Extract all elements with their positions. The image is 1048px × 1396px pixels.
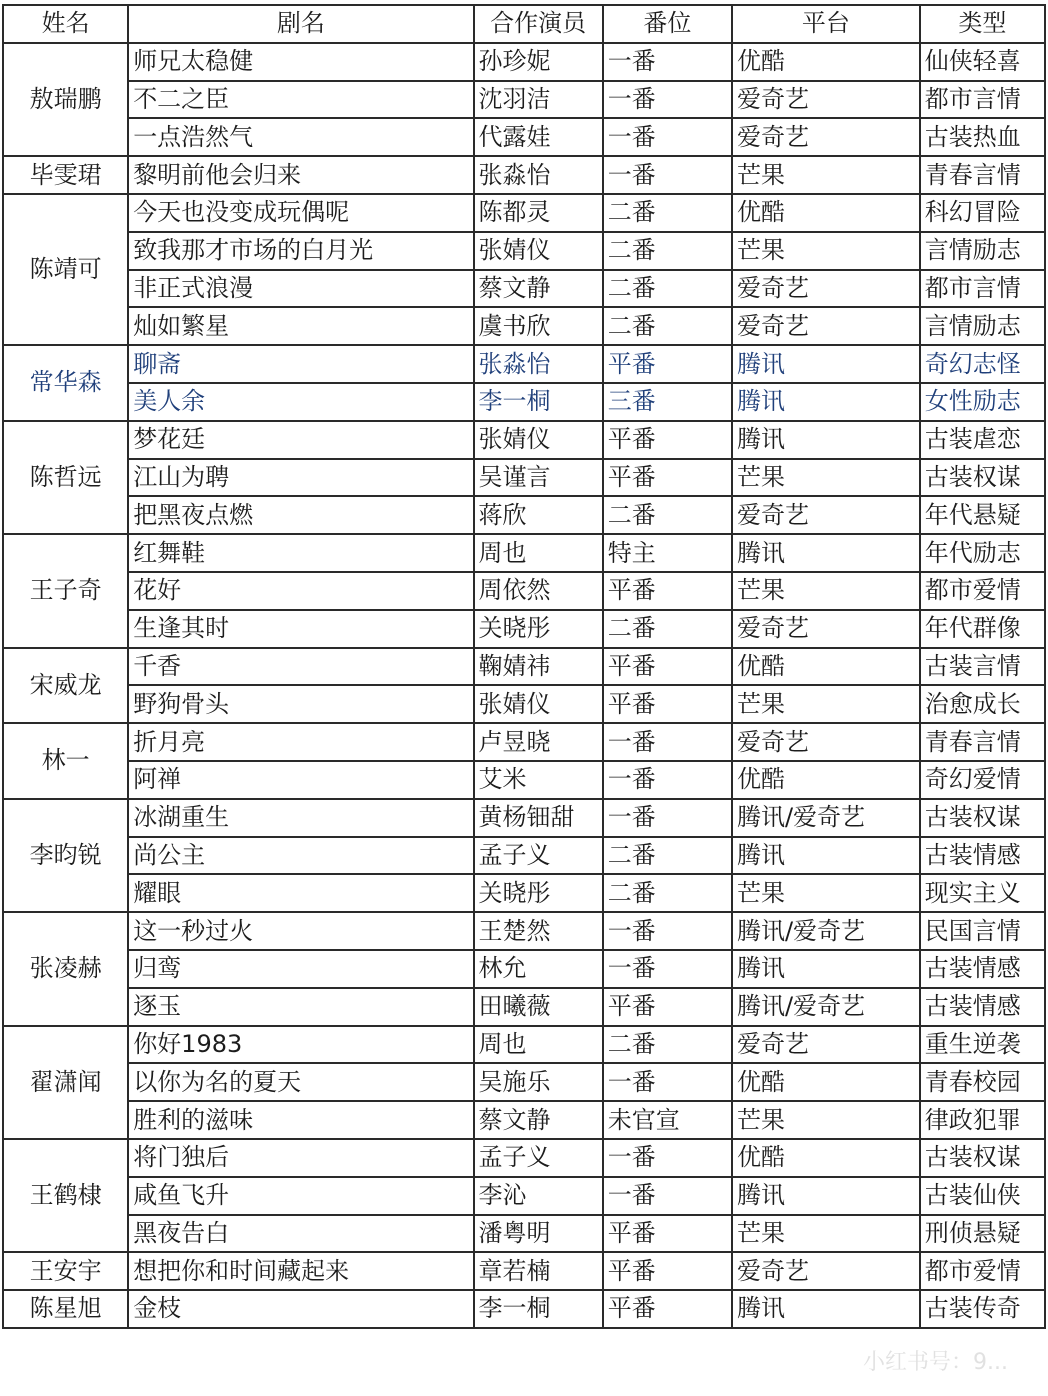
table-row [3,874,1045,912]
drama-cell: 致我那才市场的白月光 [128,232,473,270]
table-row [3,1290,1045,1328]
rank-cell: 一番 [603,950,732,988]
header-rank: 番位 [603,5,732,43]
genre-cell: 治愈成长 [920,685,1045,723]
rank-cell: 三番 [603,383,732,421]
drama-cell: 黎明前他会归来 [128,156,473,194]
drama-cell: 归鸾 [128,950,473,988]
table-row [3,43,1045,81]
drama-cell: 胜利的滋味 [128,1101,473,1139]
platform-cell: 腾讯 [732,950,920,988]
rank-cell: 平番 [603,685,732,723]
header-platform: 平台 [732,5,920,43]
rank-cell: 平番 [603,421,732,459]
actor-name-cell: 宋威龙 [3,648,128,724]
table-row [3,1101,1045,1139]
table-row [3,837,1045,875]
platform-cell: 优酷 [732,1139,920,1177]
table-row [3,156,1045,194]
table-row [3,345,1045,383]
rank-cell: 平番 [603,1290,732,1328]
drama-cell: 咸鱼飞升 [128,1177,473,1215]
actor-cell: 虞书欣 [474,307,603,345]
drama-cell: 不二之臣 [128,81,473,119]
genre-cell: 古装热血 [920,118,1045,156]
drama-cell: 师兄太稳健 [128,43,473,81]
table-row [3,1252,1045,1290]
watermark: 小红书号：9... [863,1350,1008,1375]
genre-cell: 古装情感 [920,837,1045,875]
drama-cell: 野狗骨头 [128,685,473,723]
actor-cell: 黄杨钿甜 [474,799,603,837]
rank-cell: 平番 [603,1215,732,1253]
genre-cell: 古装情感 [920,950,1045,988]
actor-cell: 代露娃 [474,118,603,156]
rank-cell: 平番 [603,345,732,383]
actor-cell: 林允 [474,950,603,988]
genre-cell: 青春言情 [920,723,1045,761]
actor-name-cell: 敖瑞鹏 [3,43,128,156]
table-row [3,799,1045,837]
platform-cell: 爱奇艺 [732,118,920,156]
actor-cell: 卢昱晓 [474,723,603,761]
actor-cell: 艾米 [474,761,603,799]
table-row [3,1026,1045,1064]
drama-cell: 黑夜告白 [128,1215,473,1253]
table-row [3,383,1045,421]
actor-cell: 鞠婧祎 [474,648,603,686]
header-name: 姓名 [3,5,128,43]
platform-cell: 芒果 [732,459,920,497]
drama-cell: 折月亮 [128,723,473,761]
rank-cell: 一番 [603,761,732,799]
genre-cell: 律政犯罪 [920,1101,1045,1139]
rank-cell: 二番 [603,837,732,875]
drama-cell: 金枝 [128,1290,473,1328]
actor-cell: 周依然 [474,572,603,610]
rank-cell: 一番 [603,723,732,761]
genre-cell: 科幻冒险 [920,194,1045,232]
platform-cell: 芒果 [732,232,920,270]
genre-cell: 言情励志 [920,232,1045,270]
genre-cell: 古装传奇 [920,1290,1045,1328]
genre-cell: 年代群像 [920,610,1045,648]
drama-cell: 尚公主 [128,837,473,875]
genre-cell: 现实主义 [920,874,1045,912]
drama-cell: 你好1983 [128,1026,473,1064]
table-row [3,610,1045,648]
actor-name-cell: 李昀锐 [3,799,128,912]
platform-cell: 优酷 [732,761,920,799]
table-row [3,648,1045,686]
table-row [3,421,1045,459]
drama-cell: 生逢其时 [128,610,473,648]
rank-cell: 平番 [603,572,732,610]
actor-name-cell: 张凌赫 [3,912,128,1025]
platform-cell: 优酷 [732,43,920,81]
drama-cell: 梦花廷 [128,421,473,459]
rank-cell: 二番 [603,610,732,648]
actor-cell: 张淼怡 [474,345,603,383]
rank-cell: 一番 [603,156,732,194]
header-drama: 剧名 [128,5,473,43]
platform-cell: 腾讯 [732,1177,920,1215]
table-row [3,496,1045,534]
header-genre: 类型 [920,5,1045,43]
actor-cell: 田曦薇 [474,988,603,1026]
actor-cell: 张婧仪 [474,232,603,270]
actor-name-cell: 陈哲远 [3,421,128,534]
actor-cell: 蔡文静 [474,270,603,308]
genre-cell: 青春校园 [920,1063,1045,1101]
rank-cell: 二番 [603,1026,732,1064]
table-row [3,1063,1045,1101]
actor-name-cell: 陈靖可 [3,194,128,345]
actor-name-cell: 王鹤棣 [3,1139,128,1252]
rank-cell: 平番 [603,459,732,497]
table-row [3,194,1045,232]
actor-name-cell: 陈星旭 [3,1290,128,1328]
platform-cell: 芒果 [732,156,920,194]
actor-cell: 张婧仪 [474,685,603,723]
drama-cell: 想把你和时间藏起来 [128,1252,473,1290]
actor-name-cell: 毕雯珺 [3,156,128,194]
genre-cell: 青春言情 [920,156,1045,194]
platform-cell: 优酷 [732,1063,920,1101]
platform-cell: 爱奇艺 [732,610,920,648]
genre-cell: 民国言情 [920,912,1045,950]
genre-cell: 奇幻志怪 [920,345,1045,383]
platform-cell: 爱奇艺 [732,1252,920,1290]
drama-cell: 以你为名的夏天 [128,1063,473,1101]
rank-cell: 一番 [603,799,732,837]
actor-cell: 李沁 [474,1177,603,1215]
drama-cell: 一点浩然气 [128,118,473,156]
genre-cell: 古装虐恋 [920,421,1045,459]
actor-cell: 吴施乐 [474,1063,603,1101]
drama-cell: 非正式浪漫 [128,270,473,308]
rank-cell: 一番 [603,81,732,119]
drama-cell: 这一秒过火 [128,912,473,950]
table-row [3,988,1045,1026]
actor-cell: 李一桐 [474,1290,603,1328]
platform-cell: 腾讯/爱奇艺 [732,912,920,950]
platform-cell: 腾讯/爱奇艺 [732,988,920,1026]
rank-cell: 二番 [603,874,732,912]
rank-cell: 二番 [603,194,732,232]
actor-cell: 潘粤明 [474,1215,603,1253]
table-row [3,761,1045,799]
rank-cell: 平番 [603,1252,732,1290]
actor-cell: 张淼怡 [474,156,603,194]
table-row [3,1177,1045,1215]
header-actor: 合作演员 [474,5,603,43]
genre-cell: 古装权谋 [920,1139,1045,1177]
table-row [3,118,1045,156]
genre-cell: 古装权谋 [920,799,1045,837]
rank-cell: 二番 [603,270,732,308]
rank-cell: 平番 [603,988,732,1026]
actor-cell: 蔡文静 [474,1101,603,1139]
rank-cell: 二番 [603,232,732,270]
drama-cell: 冰湖重生 [128,799,473,837]
table-row [3,1139,1045,1177]
actor-cell: 周也 [474,534,603,572]
actor-cell: 孙珍妮 [474,43,603,81]
rank-cell: 二番 [603,307,732,345]
table-row [3,572,1045,610]
rank-cell: 特主 [603,534,732,572]
table-row [3,270,1045,308]
table-row [3,950,1045,988]
platform-cell: 芒果 [732,685,920,723]
drama-cell: 江山为聘 [128,459,473,497]
genre-cell: 都市言情 [920,81,1045,119]
drama-cell: 逐玉 [128,988,473,1026]
drama-cell: 花好 [128,572,473,610]
actor-cell: 蒋欣 [474,496,603,534]
drama-cell: 将门独后 [128,1139,473,1177]
actor-cell: 孟子义 [474,1139,603,1177]
rank-cell: 一番 [603,1139,732,1177]
platform-cell: 优酷 [732,648,920,686]
platform-cell: 芒果 [732,1215,920,1253]
drama-cell: 耀眼 [128,874,473,912]
platform-cell: 腾讯 [732,837,920,875]
actor-cell: 吴谨言 [474,459,603,497]
genre-cell: 都市言情 [920,270,1045,308]
genre-cell: 年代励志 [920,534,1045,572]
genre-cell: 言情励志 [920,307,1045,345]
platform-cell: 腾讯 [732,1290,920,1328]
table-row [3,723,1045,761]
genre-cell: 仙侠轻喜 [920,43,1045,81]
genre-cell: 刑侦悬疑 [920,1215,1045,1253]
genre-cell: 女性励志 [920,383,1045,421]
actor-name-cell: 翟潇闻 [3,1026,128,1139]
drama-cell: 灿如繁星 [128,307,473,345]
platform-cell: 爱奇艺 [732,81,920,119]
table-row [3,232,1045,270]
genre-cell: 重生逆袭 [920,1026,1045,1064]
actor-name-cell: 王子奇 [3,534,128,647]
actor-cell: 关晓彤 [474,874,603,912]
platform-cell: 芒果 [732,1101,920,1139]
actor-cell: 章若楠 [474,1252,603,1290]
actor-cell: 李一桐 [474,383,603,421]
table-row [3,534,1045,572]
platform-cell: 腾讯 [732,345,920,383]
actor-cell: 沈羽洁 [474,81,603,119]
actor-cell: 陈都灵 [474,194,603,232]
table-row [3,459,1045,497]
platform-cell: 爱奇艺 [732,496,920,534]
actor-cell: 周也 [474,1026,603,1064]
rank-cell: 一番 [603,43,732,81]
table-row [3,1215,1045,1253]
platform-cell: 腾讯 [732,421,920,459]
genre-cell: 古装情感 [920,988,1045,1026]
drama-cell: 把黑夜点燃 [128,496,473,534]
platform-cell: 爱奇艺 [732,723,920,761]
rank-cell: 未官宣 [603,1101,732,1139]
actor-name-cell: 王安宇 [3,1252,128,1290]
table-row [3,685,1045,723]
drama-cell: 聊斋 [128,345,473,383]
actor-name-cell: 常华森 [3,345,128,421]
table-row [3,307,1045,345]
drama-cell: 美人余 [128,383,473,421]
genre-cell: 古装权谋 [920,459,1045,497]
actor-cell: 孟子义 [474,837,603,875]
drama-cell: 阿禅 [128,761,473,799]
actor-cell: 王楚然 [474,912,603,950]
drama-table [2,4,1046,1329]
drama-cell: 千香 [128,648,473,686]
genre-cell: 古装仙侠 [920,1177,1045,1215]
platform-cell: 爱奇艺 [732,1026,920,1064]
rank-cell: 一番 [603,1063,732,1101]
rank-cell: 一番 [603,1177,732,1215]
platform-cell: 爱奇艺 [732,270,920,308]
platform-cell: 芒果 [732,874,920,912]
drama-cell: 红舞鞋 [128,534,473,572]
genre-cell: 年代悬疑 [920,496,1045,534]
genre-cell: 都市爱情 [920,1252,1045,1290]
rank-cell: 二番 [603,496,732,534]
table-body [3,43,1045,1328]
rank-cell: 一番 [603,118,732,156]
platform-cell: 腾讯/爱奇艺 [732,799,920,837]
platform-cell: 芒果 [732,572,920,610]
table-row [3,81,1045,119]
actor-cell: 张婧仪 [474,421,603,459]
rank-cell: 一番 [603,912,732,950]
header-row [3,5,1045,43]
genre-cell: 奇幻爱情 [920,761,1045,799]
platform-cell: 优酷 [732,194,920,232]
drama-cell: 今天也没变成玩偶呢 [128,194,473,232]
genre-cell: 都市爱情 [920,572,1045,610]
platform-cell: 腾讯 [732,534,920,572]
platform-cell: 腾讯 [732,383,920,421]
table-row [3,912,1045,950]
platform-cell: 爱奇艺 [732,307,920,345]
actor-cell: 关晓彤 [474,610,603,648]
actor-name-cell: 林一 [3,723,128,799]
genre-cell: 古装言情 [920,648,1045,686]
rank-cell: 平番 [603,648,732,686]
